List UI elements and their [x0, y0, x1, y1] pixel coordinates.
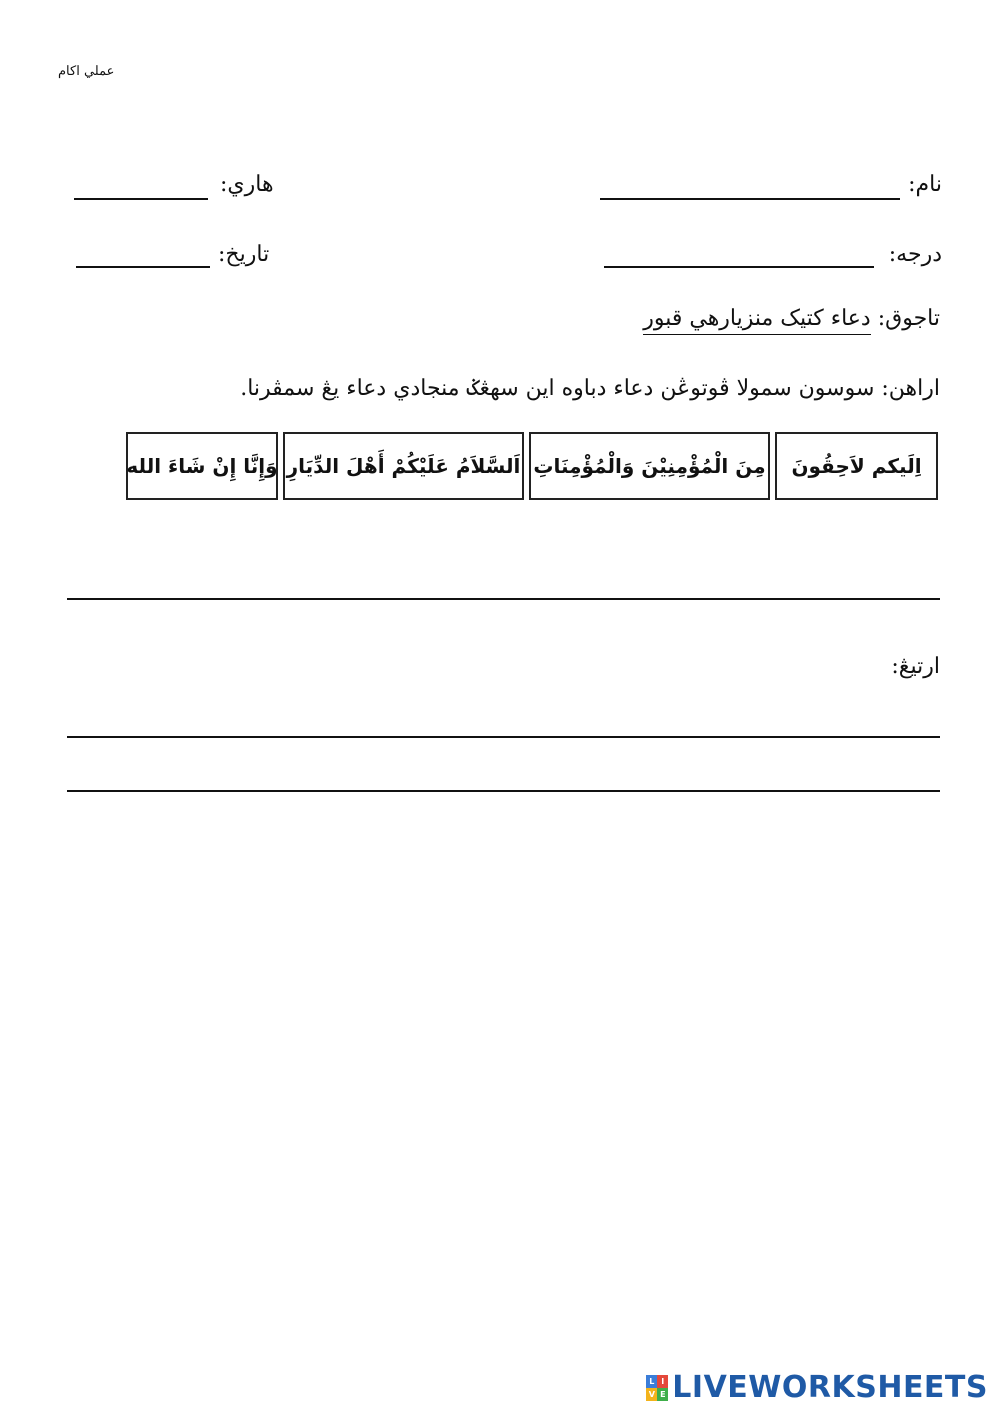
date-label: تاريخ:	[218, 242, 270, 267]
phrase-card-4[interactable]	[126, 432, 278, 500]
title-label: تاجوق:	[877, 306, 940, 331]
date-input-line[interactable]	[76, 266, 210, 268]
class-input-line[interactable]	[604, 266, 874, 268]
instruction-text: اراهن: سوسون سمولا ڤوتوڠن دعاء دباوه اين سهڠݢ منجادي دعاء يڠ سمڤرنا.	[240, 376, 940, 401]
class-label: درجه:	[888, 242, 942, 267]
phrase-card-2[interactable]	[529, 432, 770, 500]
phrase-text-2: مِنَ الْمُؤْمِنِيْنَ وَالْمُؤْمِنَاتِ	[533, 454, 766, 478]
title-row	[643, 306, 940, 331]
phrase-card-1[interactable]	[775, 432, 938, 500]
meaning-label: ارتيڠ:	[891, 654, 940, 679]
phrase-card-3[interactable]	[283, 432, 524, 500]
phrase-text-1: اِلَيكم لاَحِقُونَ	[791, 454, 922, 478]
brand-watermark	[646, 1370, 988, 1405]
name-label: نام:	[908, 172, 942, 197]
answer-line[interactable]	[67, 598, 940, 600]
liveworksheets-logo-icon: L I V E	[646, 1375, 668, 1401]
brand-name: LIVEWORKSHEETS	[672, 1370, 988, 1405]
phrase-text-4: وَإِنَّا إِنْ شَاءَ الله	[126, 454, 278, 478]
day-input-line[interactable]	[74, 198, 208, 200]
name-input-line[interactable]	[600, 198, 900, 200]
topic-title: دعاء کتيک منزيارهي قبور	[643, 306, 871, 335]
meaning-line-1[interactable]	[67, 736, 940, 738]
meaning-line-2[interactable]	[67, 790, 940, 792]
header-note: عملي اکام	[58, 64, 115, 79]
day-label: هاري:	[220, 172, 274, 197]
phrase-text-3: اَلسَّلاَمُ عَلَيْكُمْ أَهْلَ الدِّيَارِ	[286, 454, 521, 478]
